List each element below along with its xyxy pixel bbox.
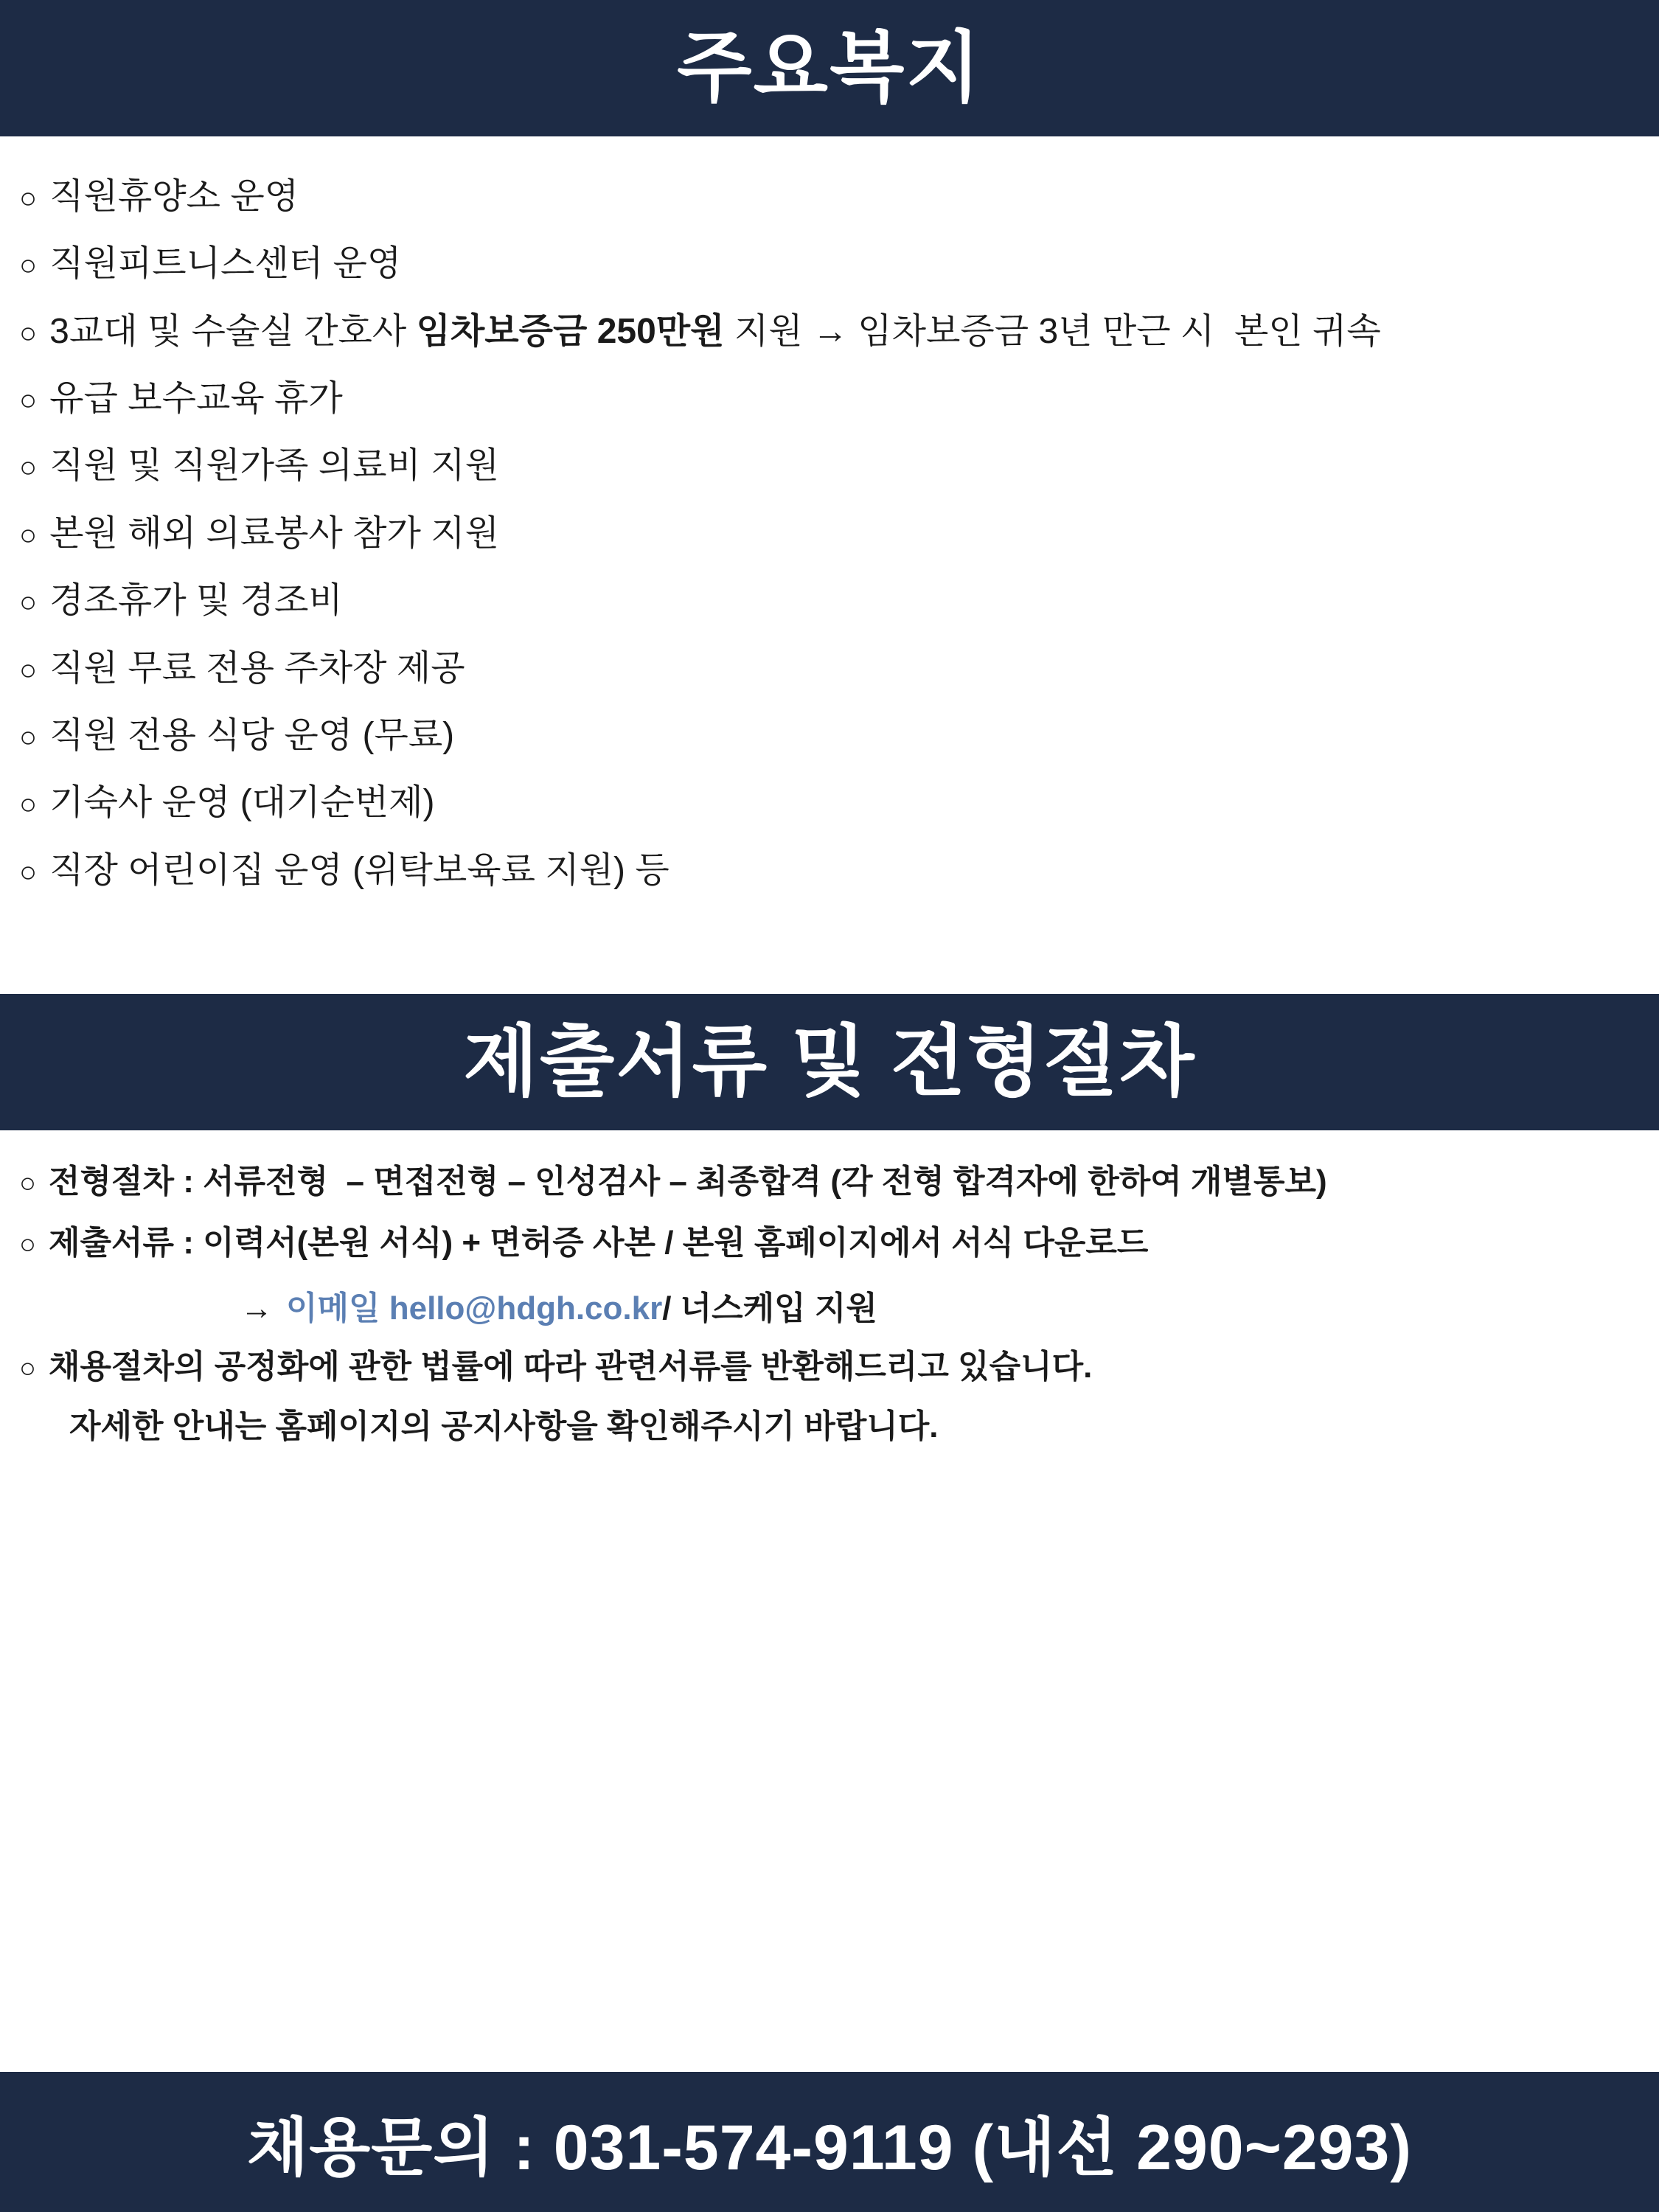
list-item <box>19 432 1640 499</box>
list-item-label: 경조휴가 및 경조비 <box>49 581 343 621</box>
contact-phone-label: 채용문의 : 031-574-9119 (내선 290~293) <box>247 2112 1412 2183</box>
list-item <box>19 500 1640 567</box>
circle-bullet-icon: ○ <box>19 855 38 888</box>
list-item <box>19 567 1640 634</box>
email-link[interactable]: 이메일 hello@hdgh.co.kr <box>286 1290 663 1326</box>
list-item <box>19 769 1640 836</box>
list-item-label: 직원 및 직원가족 의료비 지원 <box>49 446 499 486</box>
section-spacer <box>0 904 1659 994</box>
circle-bullet-icon: ○ <box>19 1229 36 1261</box>
process-section-header <box>0 994 1659 1130</box>
list-item-label: 직원휴양소 운영 <box>49 177 299 216</box>
list-item-label: 직원 무료 전용 주차장 제공 <box>49 648 465 688</box>
list-item-label: 직원피트니스센터 운영 <box>49 244 402 284</box>
submission-channel-row <box>240 1274 1640 1336</box>
list-item <box>19 635 1640 702</box>
list-item-text-post: 지원 → 임차보증금 3년 만근 시 본인 귀속 <box>724 311 1381 351</box>
list-item-label: 유급 보수교육 휴가 <box>49 379 343 419</box>
list-item <box>19 702 1640 769</box>
welfare-list <box>0 136 1659 904</box>
circle-bullet-icon: ○ <box>19 1352 36 1384</box>
circle-bullet-icon: ○ <box>19 249 38 282</box>
process-section-title: 제출서류 및 전형절차 <box>463 1018 1196 1105</box>
circle-bullet-icon: ○ <box>19 1167 36 1199</box>
required-documents-label: 제출서류 : 이력서(본원 서식) + 면허증 사본 / 본원 홈페이지에서 서식 다운로드 <box>48 1225 1149 1262</box>
list-item <box>19 230 1640 297</box>
list-item-label: 직원 전용 식당 운영 (무료) <box>49 715 455 755</box>
list-item-label: 본원 해외 의료봉사 참가 지원 <box>49 513 499 553</box>
list-item <box>19 1151 1640 1212</box>
process-list <box>0 1130 1659 1456</box>
circle-bullet-icon: ○ <box>19 788 38 821</box>
circle-bullet-icon: ○ <box>19 518 38 552</box>
circle-bullet-icon: ○ <box>19 653 38 686</box>
circle-bullet-icon: ○ <box>19 586 38 619</box>
circle-bullet-icon: ○ <box>19 384 38 417</box>
list-item <box>19 1212 1640 1273</box>
list-item <box>19 298 1640 365</box>
circle-bullet-icon: ○ <box>19 451 38 484</box>
list-item-text-emphasis: 임차보증금 250만원 <box>416 311 725 351</box>
list-item <box>19 837 1640 904</box>
list-item-label: 기숙사 운영 (대기순번제) <box>49 783 435 823</box>
arrow-right-icon: → <box>240 1290 273 1326</box>
circle-bullet-icon: ○ <box>19 182 38 215</box>
welfare-section-header <box>0 0 1659 136</box>
circle-bullet-icon: ○ <box>19 720 38 754</box>
list-item <box>19 365 1640 432</box>
document-return-notice: 채용절차의 공정화에 관한 법률에 따라 관련서류를 반환해드리고 있습니다. <box>48 1348 1093 1385</box>
document-return-notice-line2: 자세한 안내는 홈페이지의 공지사항을 확인해주시기 바랍니다. <box>69 1408 939 1445</box>
list-item-label: 직장 어린이집 운영 (위탁보육료 지원) 등 <box>49 850 669 890</box>
welfare-section-title: 주요복지 <box>677 25 982 111</box>
contact-footer-bar <box>0 2072 1659 2212</box>
list-item <box>19 1336 1640 1397</box>
process-steps-label: 전형절차 : 서류전형 – 면접전형 – 인성검사 – 최종합격 (각 전형 합격자에 한하여 개별통보) <box>48 1163 1327 1200</box>
submission-channel-rest: / 너스케입 지원 <box>662 1290 877 1326</box>
list-item <box>19 163 1640 230</box>
list-item-label <box>49 308 1640 355</box>
list-item-text-pre: 3교대 및 수술실 간호사 <box>49 311 417 351</box>
circle-bullet-icon: ○ <box>19 316 38 349</box>
